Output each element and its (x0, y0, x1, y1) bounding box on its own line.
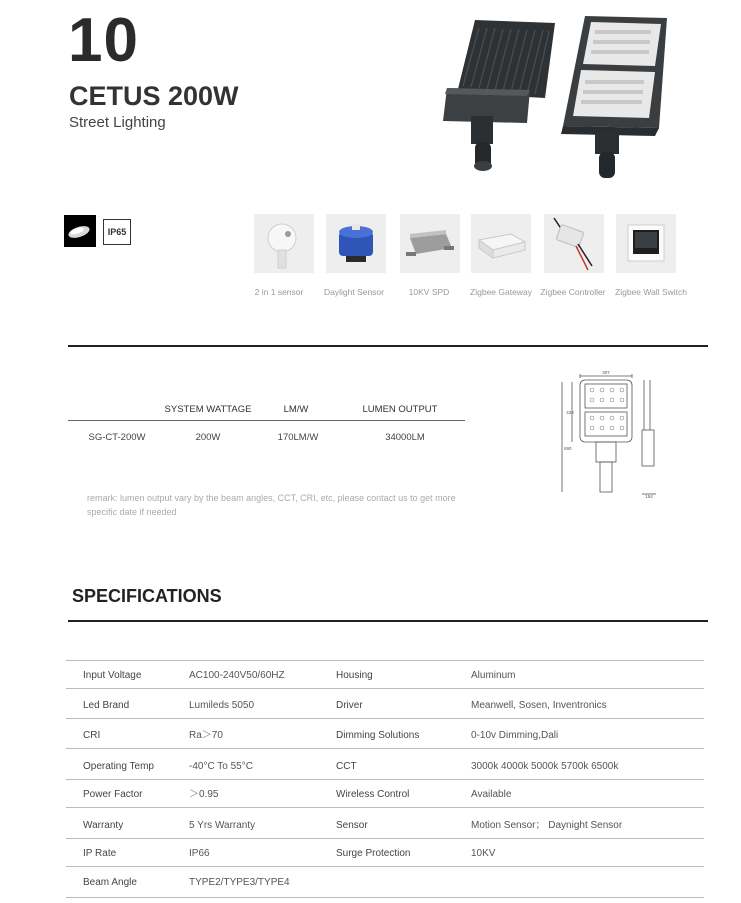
spec-divider (68, 620, 708, 622)
spec-value: Meanwell, Sosen, Inventronics (471, 700, 607, 711)
product-hero-image (435, 8, 675, 183)
accessory-label: 10KV SPD (408, 287, 450, 297)
spec-row-divider (66, 688, 704, 689)
spec-row-divider (66, 718, 704, 719)
table-header-wattage: SYSTEM WATTAGE (164, 404, 252, 415)
accessory-label: Daylight Sensor (323, 287, 385, 297)
drawing-side-label: 154 (645, 494, 653, 499)
spec-value: TYPE2/TYPE3/TYPE4 (189, 877, 290, 888)
table-cell-lmw: 170LM/W (277, 432, 319, 443)
accessory-zigbee-wall-switch-image (616, 214, 676, 273)
spec-value: ＞0.95 (189, 789, 219, 800)
spec-label: Input Voltage (83, 670, 142, 681)
spec-label: Operating Temp (83, 761, 154, 772)
accessory-label: Zigbee Wall Switch (615, 287, 687, 297)
accessory-zigbee-gateway-image (471, 214, 531, 273)
spec-value: Aluminum (471, 670, 516, 681)
spec-value: Available (471, 789, 512, 800)
spec-label: Surge Protection (336, 848, 411, 859)
spec-label: IP Rate (83, 848, 117, 859)
table-header-rule (68, 420, 465, 421)
spec-value: 10KV (471, 848, 496, 859)
sensor-icon (254, 214, 314, 273)
spec-value: 3000k 4000k 5000k 5700k 6500k (471, 761, 619, 772)
spec-label: Warranty (83, 820, 124, 831)
spec-label: Beam Angle (83, 877, 137, 888)
spec-value: Ra＞70 (189, 730, 223, 741)
accessory-daylight-sensor-image (326, 214, 386, 273)
accessory-label: Zigbee Gateway (470, 287, 532, 297)
spec-value: 5 Yrs Warranty (189, 820, 256, 831)
table-header-lumen: LUMEN OUTPUT (362, 404, 438, 415)
accessory-spd-image (400, 214, 460, 273)
spec-row-divider (66, 748, 704, 749)
product-number: 10 (68, 6, 139, 75)
spec-label: Led Brand (83, 700, 130, 711)
surge-protector-icon (400, 214, 460, 273)
spec-row-divider (66, 866, 704, 867)
accessory-label: Zigbee Controller (540, 287, 606, 297)
spec-label: Housing (336, 670, 373, 681)
table-header-lmw: LM/W (283, 404, 309, 415)
spec-label: Dimming Solutions (336, 730, 420, 741)
spec-row-divider (66, 807, 704, 808)
product-title: CETUS 200W (69, 81, 239, 111)
spec-row-divider (66, 779, 704, 780)
spec-label: Power Factor (83, 789, 143, 800)
drawing-total-label: 690 (564, 446, 572, 451)
table-cell-lumen: 34000LM (385, 432, 425, 443)
lamp-front-view (561, 16, 667, 178)
wall-switch-icon (616, 214, 676, 273)
spec-value: -40°C To 55°C (189, 761, 253, 772)
accessory-2in1-sensor-image (254, 214, 314, 273)
controller-icon (544, 214, 604, 273)
spec-value: Lumileds 5050 (189, 700, 255, 711)
spec-label: Wireless Control (336, 789, 410, 800)
spec-value: AC100-240V50/60HZ (189, 670, 285, 681)
table-cell-wattage: 200W (195, 432, 221, 443)
remark-text: remark: lumen output vary by the beam angles, CCT, CRI, etc, please contact us to get more specific date if needed (87, 493, 456, 517)
table-cell-model: SG-CT-200W (88, 432, 146, 443)
drawing-width-label: 307 (602, 370, 610, 375)
lamp-thumbnail-icon (64, 215, 96, 247)
spec-label: Driver (336, 700, 363, 711)
accessory-zigbee-controller-image (544, 214, 604, 273)
ip-rating-badge: IP65 (103, 219, 131, 245)
spec-value: 0-10v Dimming,Dali (471, 730, 559, 741)
spec-row-divider (66, 897, 704, 898)
photocell-icon (326, 214, 386, 273)
drawing-height-label: 436 (566, 410, 574, 415)
spec-value: IP66 (189, 848, 210, 859)
section-divider (68, 345, 708, 347)
accessory-label: 2 in 1 sensor (254, 287, 304, 297)
lamp-back-view (443, 20, 555, 171)
spec-value: Motion Sensor； Daynight Sensor (471, 820, 623, 831)
spec-label: CRI (83, 730, 101, 741)
product-subtitle: Street Lighting (69, 114, 166, 131)
spec-row-divider (66, 660, 704, 661)
spec-label: Sensor (336, 820, 368, 831)
specifications-heading: SPECIFICATIONS (72, 586, 222, 606)
spec-row-divider (66, 838, 704, 839)
spec-label: CCT (336, 761, 357, 772)
dimension-drawing (560, 370, 660, 500)
gateway-icon (471, 214, 531, 273)
